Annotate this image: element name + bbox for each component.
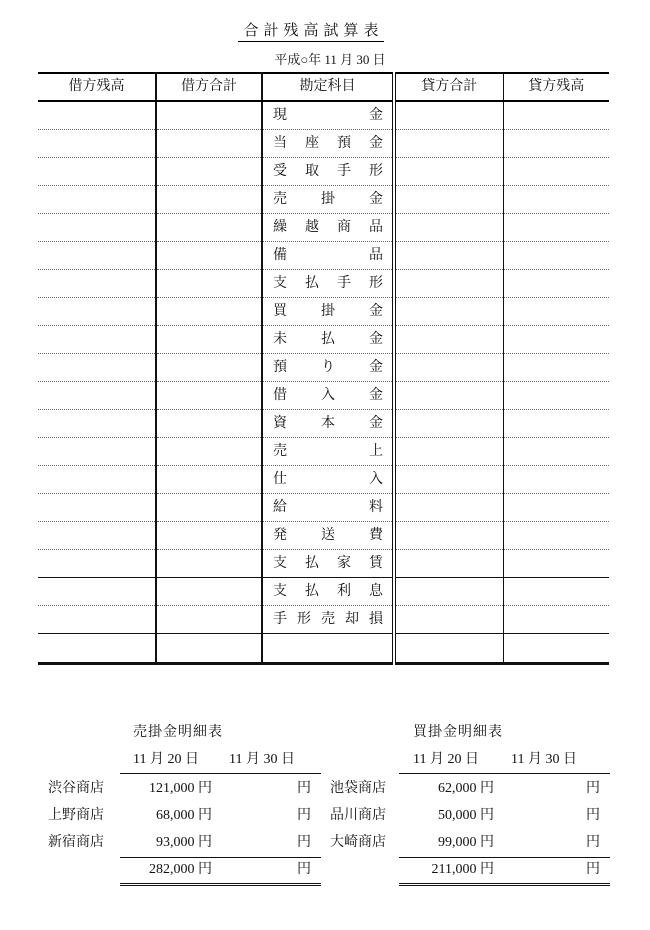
credit-total-cell [394, 466, 503, 494]
credit-total-cell [394, 494, 503, 522]
account-row [38, 438, 609, 466]
debit-total-cell [156, 186, 262, 214]
account-name-cell [262, 466, 394, 494]
column-nov30: 11 月 30 日 [511, 752, 577, 767]
debit-total-cell [156, 214, 262, 242]
credit-balance-cell [503, 326, 609, 354]
ledger-row [325, 834, 650, 852]
debit-balance-cell [38, 410, 156, 438]
amount-nov30: 円 [586, 808, 600, 823]
account-name: 預 り 金 [273, 359, 383, 375]
credit-balance-cell [503, 270, 609, 298]
amount-nov20: 93,000 円 [156, 835, 212, 850]
debit-balance-cell [38, 298, 156, 326]
header-credit-balance: 貸方残高 [503, 73, 609, 101]
debit-balance-cell [38, 354, 156, 382]
credit-balance-cell [503, 578, 609, 606]
account-row [38, 382, 609, 410]
debit-total-cell [156, 158, 262, 186]
debit-total-cell [156, 354, 262, 382]
account-name-cell [262, 438, 394, 466]
debit-total-cell [156, 606, 262, 634]
account-name-cell [262, 270, 394, 298]
account-name-cell [262, 578, 394, 606]
debit-balance-cell [38, 158, 156, 186]
account-row [38, 326, 609, 354]
amount-nov30: 円 [297, 808, 311, 823]
ledger-row [0, 834, 325, 852]
account-name: 当 座 預 金 [273, 135, 383, 151]
ledger-row [325, 807, 650, 825]
credit-balance-cell [503, 550, 609, 578]
double-rule [120, 883, 321, 886]
account-name-cell [262, 522, 394, 550]
debit-balance-cell [38, 466, 156, 494]
header-row [38, 73, 609, 101]
account-name-cell [262, 494, 394, 522]
account-row [38, 270, 609, 298]
amount-nov20: 99,000 円 [438, 835, 494, 850]
credit-total-cell [394, 438, 503, 466]
account-name: 支 払 利 息 [273, 583, 383, 599]
column-nov20: 11 月 20 日 [133, 752, 199, 767]
debit-balance-total-cell [38, 634, 156, 664]
store-name: 品川商店 [330, 808, 386, 823]
document-date: 平成○年 11 月 30 日 [274, 52, 386, 67]
debit-balance-cell [38, 494, 156, 522]
debit-total-cell [156, 130, 262, 158]
credit-balance-cell [503, 214, 609, 242]
store-name: 新宿商店 [48, 835, 104, 850]
credit-total-cell [394, 410, 503, 438]
account-name-cell [262, 242, 394, 270]
credit-balance-cell [503, 101, 609, 130]
credit-balance-cell [503, 438, 609, 466]
credit-balance-cell [503, 606, 609, 634]
total-nov30: 円 [297, 862, 311, 877]
account-name: 仕 入 [273, 471, 383, 487]
amount-nov30: 円 [297, 835, 311, 850]
account-row [38, 354, 609, 382]
store-name: 上野商店 [48, 808, 104, 823]
credit-total-cell [394, 130, 503, 158]
account-name: 未 払 金 [273, 331, 383, 347]
ledger-title: 買掛金明細表 [413, 725, 503, 740]
account-name: 発 送 費 [273, 527, 383, 543]
total-nov20: 211,000 円 [431, 862, 494, 877]
account-name: 備 品 [273, 247, 383, 263]
debit-balance-cell [38, 214, 156, 242]
total-row [0, 861, 325, 879]
account-row [38, 298, 609, 326]
account-name-cell [262, 298, 394, 326]
account-name-cell [262, 214, 394, 242]
account-name-cell [262, 101, 394, 130]
debit-total-cell [156, 466, 262, 494]
column-nov20: 11 月 20 日 [413, 752, 479, 767]
credit-total-cell [394, 578, 503, 606]
debit-total-cell [156, 270, 262, 298]
credit-total-cell [394, 606, 503, 634]
debit-balance-cell [38, 550, 156, 578]
account-row [38, 494, 609, 522]
amount-nov20: 50,000 円 [438, 808, 494, 823]
header-credit-total: 貸方合計 [394, 73, 503, 101]
debit-total-cell [156, 101, 262, 130]
accounts-payable-ledger [325, 720, 650, 892]
credit-total-cell [394, 186, 503, 214]
debit-balance-cell [38, 438, 156, 466]
account-name: 給 料 [273, 499, 383, 515]
credit-total-cell [394, 550, 503, 578]
credit-total-cell [394, 270, 503, 298]
amount-nov30: 円 [297, 781, 311, 796]
account-name-cell [262, 550, 394, 578]
credit-balance-total-cell [503, 634, 609, 664]
account-row [38, 101, 609, 130]
account-row [38, 550, 609, 578]
ledger-title: 売掛金明細表 [133, 725, 223, 740]
store-name: 渋谷商店 [48, 781, 104, 796]
credit-total-cell [394, 382, 503, 410]
debit-total-cell [156, 550, 262, 578]
account-name: 現 金 [273, 107, 383, 123]
account-name: 売 掛 金 [273, 191, 383, 207]
debit-balance-cell [38, 578, 156, 606]
total-rule [399, 857, 610, 858]
total-nov30: 円 [586, 862, 600, 877]
debit-total-cell [156, 298, 262, 326]
document-title: 合計残高試算表 [238, 22, 384, 42]
credit-total-cell [394, 326, 503, 354]
account-row [38, 130, 609, 158]
debit-total-cell [156, 382, 262, 410]
debit-balance-cell [38, 186, 156, 214]
account-row [38, 242, 609, 270]
credit-total-cell [394, 522, 503, 550]
account-name: 売 上 [273, 443, 383, 459]
debit-balance-cell [38, 270, 156, 298]
debit-total-cell [156, 578, 262, 606]
debit-balance-cell [38, 382, 156, 410]
credit-total-cell [394, 242, 503, 270]
account-row [38, 186, 609, 214]
credit-total-total-cell [394, 634, 503, 664]
account-row [38, 578, 609, 606]
debit-balance-cell [38, 522, 156, 550]
total-row [38, 634, 609, 664]
credit-balance-cell [503, 494, 609, 522]
credit-balance-cell [503, 298, 609, 326]
debit-total-cell [156, 522, 262, 550]
account-name-cell [262, 354, 394, 382]
account-name: 手 形 売 却 損 [273, 611, 383, 627]
account-row [38, 606, 609, 634]
account-row [38, 466, 609, 494]
credit-balance-cell [503, 410, 609, 438]
debit-balance-cell [38, 326, 156, 354]
total-rule [120, 857, 321, 858]
column-nov30: 11 月 30 日 [229, 752, 295, 767]
account-row [38, 214, 609, 242]
amount-nov20: 121,000 円 [149, 781, 212, 796]
credit-total-cell [394, 101, 503, 130]
account-name-cell [262, 326, 394, 354]
credit-balance-cell [503, 158, 609, 186]
account-row [38, 158, 609, 186]
credit-balance-cell [503, 354, 609, 382]
accounts-receivable-ledger [0, 720, 325, 892]
header-debit-total: 借方合計 [156, 73, 262, 101]
ledger-row [0, 807, 325, 825]
debit-balance-cell [38, 101, 156, 130]
credit-balance-cell [503, 466, 609, 494]
account-row [38, 410, 609, 438]
amount-nov30: 円 [586, 835, 600, 850]
credit-total-cell [394, 158, 503, 186]
amount-nov20: 62,000 円 [438, 781, 494, 796]
debit-total-cell [156, 326, 262, 354]
account-name: 受 取 手 形 [273, 163, 383, 179]
store-name: 大崎商店 [330, 835, 386, 850]
store-name: 池袋商店 [330, 781, 386, 796]
header-rule [399, 773, 610, 774]
double-rule [399, 883, 610, 886]
credit-balance-cell [503, 382, 609, 410]
credit-balance-cell [503, 522, 609, 550]
debit-balance-cell [38, 130, 156, 158]
account-name-cell [262, 158, 394, 186]
debit-balance-cell [38, 606, 156, 634]
account-name-cell [262, 606, 394, 634]
account-name: 支 払 手 形 [273, 275, 383, 291]
account-name: 繰 越 商 品 [273, 219, 383, 235]
debit-total-cell [156, 242, 262, 270]
account-row [38, 522, 609, 550]
account-name: 借 入 金 [273, 387, 383, 403]
trial-balance-table [38, 72, 609, 665]
account-name-cell [262, 186, 394, 214]
credit-total-cell [394, 354, 503, 382]
amount-nov30: 円 [586, 781, 600, 796]
total-nov20: 282,000 円 [149, 862, 212, 877]
ledger-row [325, 780, 650, 798]
header-account: 勘定科目 [262, 73, 394, 101]
account-name: 資 本 金 [273, 415, 383, 431]
credit-balance-cell [503, 186, 609, 214]
header-debit-balance: 借方残高 [38, 73, 156, 101]
account-name-cell [262, 382, 394, 410]
account-name-cell [262, 410, 394, 438]
ledger-row [0, 780, 325, 798]
debit-total-cell [156, 438, 262, 466]
header-rule [120, 773, 321, 774]
credit-total-cell [394, 298, 503, 326]
debit-total-cell [156, 410, 262, 438]
debit-total-total-cell [156, 634, 262, 664]
account-name-cell [262, 130, 394, 158]
credit-balance-cell [503, 130, 609, 158]
account-name: 支 払 家 賃 [273, 555, 383, 571]
debit-total-cell [156, 494, 262, 522]
amount-nov20: 68,000 円 [156, 808, 212, 823]
credit-total-cell [394, 214, 503, 242]
total-row [325, 861, 650, 879]
debit-balance-cell [38, 242, 156, 270]
account-total-cell [262, 634, 394, 664]
credit-balance-cell [503, 242, 609, 270]
account-name: 買 掛 金 [273, 303, 383, 319]
